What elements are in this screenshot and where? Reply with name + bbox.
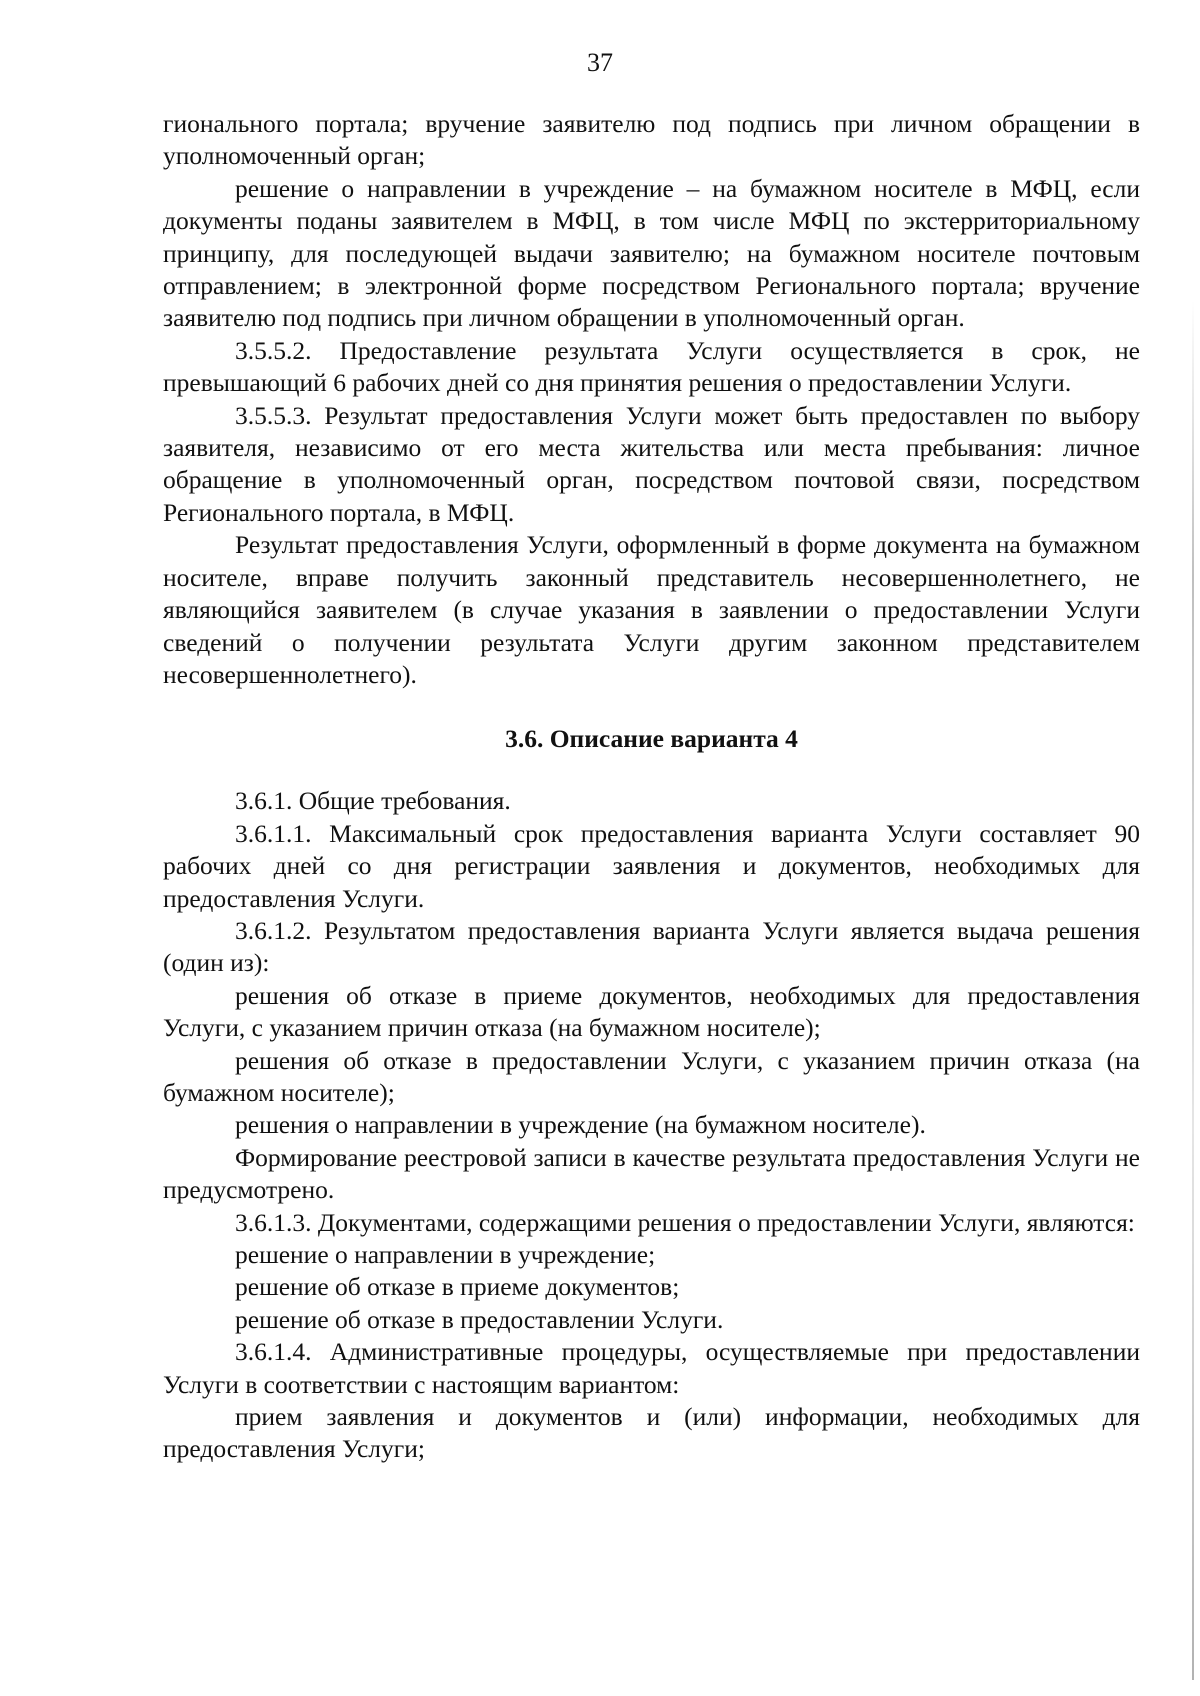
paragraph: решение о направлении в учреждение; [235,1240,656,1269]
paragraph: Формирование реестровой записи в качестве результата предоставления Услуги не предусмотрено. [163,1142,1140,1205]
page-number: 37 [587,48,613,77]
paragraph: 3.5.5.2. Предоставление результата Услуги осуществляется в срок, не превышающий 6 рабочих дней со дня принятия решения о предоставлении Услуги. [163,335,1140,398]
paragraph: прием заявления и документов и (или) информации, необходимых для предоставления Услуги; [163,1402,1140,1464]
paragraph: 3.6.1.3. Документами, содержащими решения о предоставлении Услуги, являются: [235,1207,1135,1237]
scan-edge-artifact [1192,300,1194,1680]
paragraph: решения об отказе в приеме документов, необходимых для предоставления Услуги, с указанием причин отказа (на бумажном носителе); [163,980,1140,1043]
paragraph: решение о направлении в учреждение – на бумажном носителе в МФЦ, если документы поданы заявителем в МФЦ, в том числе МФЦ по экстерриториальному принципу, для последующей выдачи заявителю; на бумажном носителе почтовым отправлением; в электронной форме посредством Регионального портала; вручение заявителю под подпись при личном обращении в уполномоченный орган. [163,173,1140,333]
paragraph: 3.6.1.2. Результатом предоставления варианта Услуги является выдача решения (один из): [163,915,1140,978]
paragraph: 3.6.1. Общие требования. [235,786,511,816]
paragraph: 3.5.5.3. Результат предоставления Услуги может быть предоставлен по выбору заявителя, независимо от его места жительства или места пребывания: личное обращение в уполномоченный орган, посредством почтовой связи, посредством Регионального портала, в МФЦ. [163,400,1140,527]
paragraph: решения об отказе в предоставлении Услуги, с указанием причин отказа (на бумажном носителе); [163,1045,1140,1107]
paragraph: гионального портала; вручение заявителю под подпись при личном обращении в уполномоченный орган; [163,109,1140,171]
paragraph: 3.6.1.1. Максимальный срок предоставления варианта Услуги составляет 90 рабочих дней со дня регистрации заявления и документов, необходимых для предоставления Услуги. [163,818,1140,913]
paragraph: решения о направлении в учреждение (на бумажном носителе). [235,1110,926,1140]
section-heading: 3.6. Описание варианта 4 [505,724,798,754]
paragraph: Результат предоставления Услуги, оформленный в форме документа на бумажном носителе, вправе получить законный представитель несовершеннолетнего, не являющийся заявителем (в случае указания в заявлении о предоставлении Услуги сведений о получении результата Услуги другим законном представителем несовершеннолетнего). [163,530,1140,689]
paragraph: 3.6.1.4. Административные процедуры, осуществляемые при предоставлении Услуги в соответствии с настоящим вариантом: [163,1337,1140,1399]
document-body [163,108,1140,1466]
paragraph: решение об отказе в приеме документов; [235,1272,680,1302]
paragraph: решение об отказе в предоставлении Услуги. [235,1304,724,1334]
